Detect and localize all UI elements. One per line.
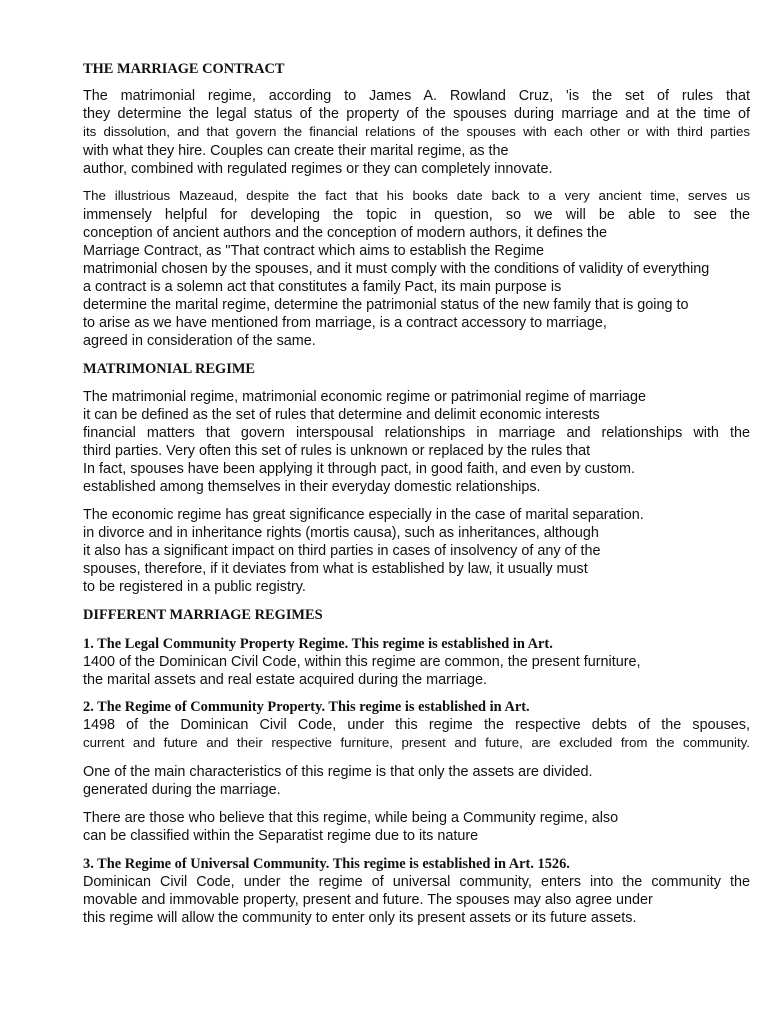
paragraph-line: a contract is a solemn act that constitutes a family Pact, its main purpose is	[83, 279, 562, 295]
paragraph-line: established among themselves in their everyday domestic relationships.	[83, 479, 541, 495]
paragraph-line: 1400 of the Dominican Civil Code, within this regime are common, the present furniture,	[83, 654, 641, 670]
paragraph-line: to arise as we have mentioned from marriage, is a contract accessory to marriage,	[83, 315, 607, 331]
paragraph-line: The matrimonial regime, matrimonial economic regime or patrimonial regime of marriage	[83, 389, 647, 405]
paragraph-line: the marital assets and real estate acquired during the marriage.	[83, 672, 487, 688]
regime-title: 3. The Regime of Universal Community. This regime is established in Art. 1526.	[83, 856, 570, 872]
paragraph-line: 1498 of the Dominican Civil Code, under this regime the respective debts of the spouses,	[83, 717, 750, 733]
paragraph-line: spouses, therefore, if it deviates from what is established by law, it usually must	[83, 561, 588, 577]
paragraph-line: current and future and their respective furniture, present and future, are excluded from the community.	[83, 735, 750, 750]
heading-different-regimes: DIFFERENT MARRIAGE REGIMES	[83, 607, 323, 623]
paragraph-line: agreed in consideration of the same.	[83, 333, 316, 349]
paragraph-line: The economic regime has great significance especially in the case of marital separation.	[83, 507, 644, 523]
paragraph-line: Dominican Civil Code, under the regime of universal community, enters into the community the	[83, 874, 750, 890]
paragraph-line: this regime will allow the community to enter only its present assets or its future assets.	[83, 910, 637, 926]
regime-title: 2. The Regime of Community Property. This regime is established in Art.	[83, 699, 530, 715]
paragraph-line: its dissolution, and that govern the financial relations of the spouses with each other or with third parties	[83, 124, 750, 139]
paragraph-line: Marriage Contract, as "That contract which aims to establish the Regime	[83, 243, 545, 259]
paragraph-line: author, combined with regulated regimes or they can completely innovate.	[83, 161, 553, 177]
paragraph-line: generated during the marriage.	[83, 782, 281, 798]
paragraph-line: it can be defined as the set of rules that determine and delimit economic interests	[83, 407, 600, 423]
paragraph-line: One of the main characteristics of this regime is that only the assets are divided.	[83, 764, 593, 780]
paragraph-line: The illustrious Mazeaud, despite the fact that his books date back to a very ancient time, serves us	[83, 188, 750, 203]
paragraph-line: financial matters that govern interspousal relationships in marriage and relationships with the	[83, 425, 750, 441]
paragraph-line: movable and immovable property, present and future. The spouses may also agree under	[83, 892, 653, 908]
heading-matrimonial-regime: MATRIMONIAL REGIME	[83, 361, 256, 377]
regime-title: 1. The Legal Community Property Regime. This regime is established in Art.	[83, 636, 553, 652]
paragraph-line: they determine the legal status of the property of the spouses during marriage and at the time of	[83, 106, 750, 122]
paragraph-line: immensely helpful for developing the topic in question, so we will be able to see the	[83, 207, 750, 223]
paragraph-line: There are those who believe that this regime, while being a Community regime, also	[83, 810, 619, 826]
paragraph-line: to be registered in a public registry.	[83, 579, 306, 595]
paragraph-line: matrimonial chosen by the spouses, and it must comply with the conditions of validity of everything	[83, 261, 710, 277]
paragraph-line: conception of ancient authors and the conception of modern authors, it defines the	[83, 225, 608, 241]
heading-marriage-contract: THE MARRIAGE CONTRACT	[83, 61, 285, 77]
paragraph-line: third parties. Very often this set of rules is unknown or replaced by the rules that	[83, 443, 591, 459]
paragraph-line: In fact, spouses have been applying it through pact, in good faith, and even by custom.	[83, 461, 636, 477]
paragraph-line: with what they hire. Couples can create their marital regime, as the	[83, 143, 509, 159]
paragraph-line: it also has a significant impact on third parties in cases of insolvency of any of the	[83, 543, 601, 559]
paragraph-line: in divorce and in inheritance rights (mortis causa), such as inheritances, although	[83, 525, 599, 541]
paragraph-line: The matrimonial regime, according to James A. Rowland Cruz, 'is the set of rules that	[83, 88, 750, 104]
paragraph-line: determine the marital regime, determine the patrimonial status of the new family that is going to	[83, 297, 689, 313]
paragraph-line: can be classified within the Separatist regime due to its nature	[83, 828, 479, 844]
